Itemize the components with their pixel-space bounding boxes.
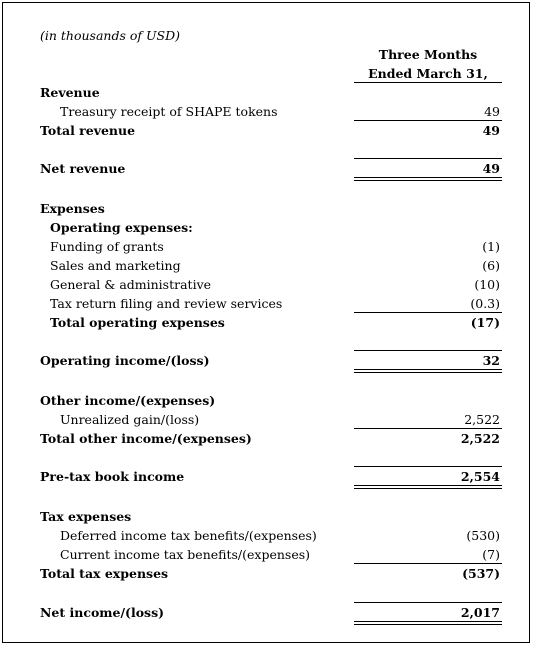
pretax-income-value: 2,554 bbox=[460, 469, 500, 484]
tax-item-value: (530) bbox=[466, 528, 500, 543]
column-header-line1: Three Months bbox=[378, 47, 478, 62]
total-tax-expenses-label: Total tax expenses bbox=[40, 566, 169, 581]
total-other-income-value: 2,522 bbox=[460, 431, 500, 446]
operating-income-double-line bbox=[354, 369, 502, 373]
total-revenue-value: 49 bbox=[482, 123, 500, 138]
expenses-subtotal-line bbox=[354, 312, 502, 313]
revenue-heading: Revenue bbox=[40, 85, 100, 100]
other-income-subtotal-line bbox=[354, 428, 502, 429]
expense-item-value: (6) bbox=[482, 258, 500, 273]
header-underline bbox=[354, 82, 502, 83]
tax-item-label: Deferred income tax benefits/(expenses) bbox=[60, 528, 317, 543]
expense-item-label: Sales and marketing bbox=[50, 258, 181, 273]
revenue-item-value: 49 bbox=[484, 104, 500, 119]
tax-subtotal-line bbox=[354, 563, 502, 564]
operating-income-top-line bbox=[354, 350, 502, 351]
tax-expenses-heading: Tax expenses bbox=[40, 509, 132, 524]
other-income-heading: Other income/(expenses) bbox=[40, 393, 216, 408]
net-income-value: 2,017 bbox=[460, 605, 500, 620]
expense-item-value: (10) bbox=[474, 277, 500, 292]
pretax-income-label: Pre-tax book income bbox=[40, 469, 185, 484]
total-operating-expenses-value: (17) bbox=[470, 315, 500, 330]
expense-item-value: (1) bbox=[482, 239, 500, 254]
revenue-item-label: Treasury receipt of SHAPE tokens bbox=[60, 104, 278, 119]
other-income-item-label: Unrealized gain/(loss) bbox=[60, 412, 200, 427]
revenue-subtotal-line bbox=[354, 120, 502, 121]
pretax-top-line bbox=[354, 466, 502, 467]
expense-item-value: (0.3) bbox=[470, 296, 500, 311]
tax-item-label: Current income tax benefits/(expenses) bbox=[60, 547, 311, 562]
net-income-double-line bbox=[354, 621, 502, 625]
tax-item-value: (7) bbox=[482, 547, 500, 562]
net-revenue-label: Net revenue bbox=[40, 161, 126, 176]
expense-item-label: Tax return filing and review services bbox=[50, 296, 283, 311]
expense-item-label: General & administrative bbox=[50, 277, 212, 292]
units-note: (in thousands of USD) bbox=[40, 28, 180, 43]
expense-item-label: Funding of grants bbox=[50, 239, 164, 254]
net-revenue-value: 49 bbox=[482, 161, 500, 176]
total-other-income-label: Total other income/(expenses) bbox=[40, 431, 252, 446]
operating-income-label: Operating income/(loss) bbox=[40, 353, 210, 368]
net-revenue-double-line bbox=[354, 177, 502, 181]
operating-income-value: 32 bbox=[482, 353, 500, 368]
total-revenue-label: Total revenue bbox=[40, 123, 136, 138]
other-income-item-value: 2,522 bbox=[464, 412, 500, 427]
operating-expenses-heading: Operating expenses: bbox=[50, 220, 193, 235]
total-operating-expenses-label: Total operating expenses bbox=[50, 315, 225, 330]
net-revenue-top-line bbox=[354, 158, 502, 159]
total-tax-expenses-value: (537) bbox=[462, 566, 500, 581]
net-income-label: Net income/(loss) bbox=[40, 605, 165, 620]
pretax-double-line bbox=[354, 485, 502, 489]
column-header-line2: Ended March 31, bbox=[368, 66, 488, 81]
expenses-heading: Expenses bbox=[40, 201, 105, 216]
net-income-top-line bbox=[354, 602, 502, 603]
